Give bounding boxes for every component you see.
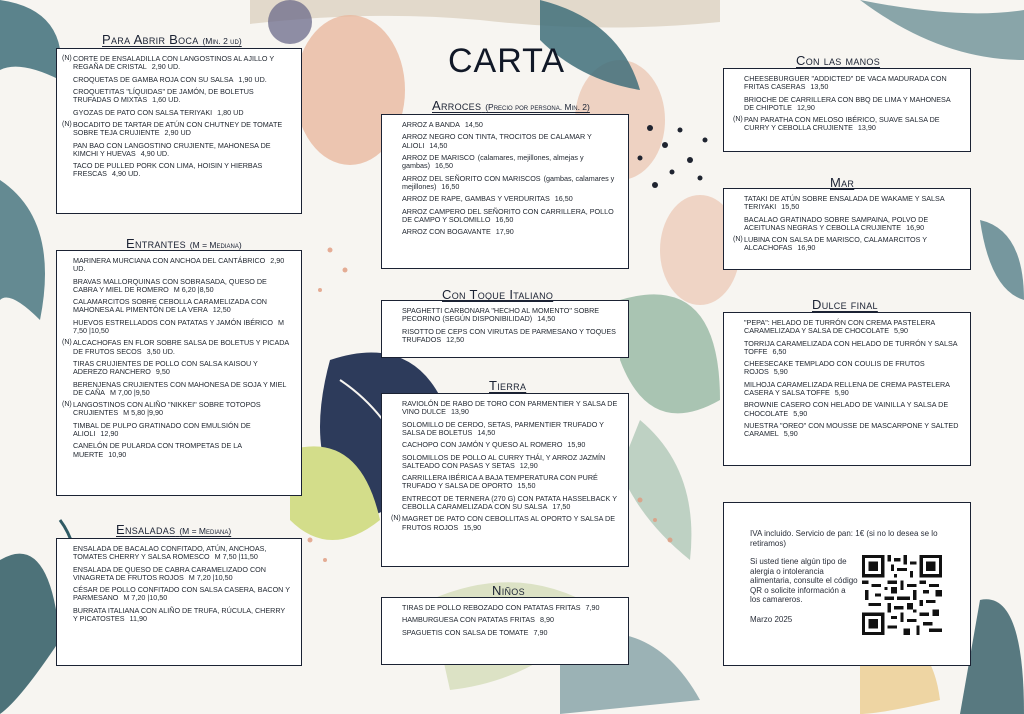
new-mark: (N) [62,339,72,347]
menu-item [402,604,618,612]
menu-item [744,360,960,376]
menu-item [73,76,291,84]
section-title-text: Mar [830,175,855,190]
menu-item-price: 5,90 [793,408,808,418]
menu-item-price: 4,90 UD. [140,148,170,158]
menu-item-price: 5,90 [783,429,798,439]
menu-item-name: CORTE DE ENSALADILLA CON LANGOSTINOS AL AJILLO Y REGAÑA DE CRISTAL [73,54,275,72]
menu-item [402,441,618,449]
panel-mar [723,188,971,270]
menu-item-price: 5,90 [773,367,788,377]
menu-item-price: M 7,20 |10,50 [123,593,168,603]
menu-item-price: 16,50 [495,214,514,224]
menu-item-name: HUEVOS ESTRELLADOS CON PATATAS Y JAMÓN IBÉRICO [73,317,273,327]
menu-item-price: 7,90 [533,627,548,637]
section-title-ninos [492,583,525,598]
menu-item-detail: (calamares, mejillones, almejas y gambas) [402,152,584,171]
panel-italiano [381,300,629,358]
panel-entrantes [56,250,302,496]
menu-item-price: 13,90 [450,407,469,417]
menu-item-price: 16,50 [441,181,460,191]
menu-item-name: TATAKI DE ATÚN SOBRE ENSALADA DE WAKAME Y SALSA TERIYAKI [744,194,945,212]
menu-item [73,360,291,376]
menu-item [733,235,960,253]
menu-item-price: 2,90 UD. [73,256,285,274]
menu-item-price: 1,90 UD. [238,74,267,84]
menu-item-price: 15,50 [781,202,800,212]
menu-item [402,195,618,203]
menu-item [73,109,291,117]
menu-item-price: 3,50 UD. [146,346,175,356]
section-title-italiano [442,287,553,302]
menu-item-name: ENTRECOT DE TERNERA (270 G) CON PATATA HASSELBACK Y CEBOLLA CARAMELIZADA CON SU SALSA [402,493,617,511]
menu-item-price: 17,50 [552,501,571,511]
section-title-arroces [432,98,590,113]
menu-item [402,307,618,323]
date-note: Marzo 2025 [750,614,793,624]
allergy-note: Si usted tiene algún tipo de alergia o intolerancia alimentaria, consulte el código QR o solicite información a los camareros. [750,557,858,604]
menu-item-price: 13,90 [857,123,876,133]
menu-item-price: 12,50 [446,334,465,344]
menu-item-name: BROWNIE CASERO CON HELADO DE VAINILLA Y SALSA DE CHOCOLATE [744,400,949,418]
menu-item-price: 2,90 UD [164,128,191,138]
menu-item-price: 15,90 [463,522,482,532]
menu-item-price: M 7,00 |9,50 [109,387,150,397]
new-mark: (N) [62,55,72,62]
menu-item-name: ALCACHOFAS EN FLOR SOBRE SALSA DE BOLETUS Y PICADA DE FRUTOS SECOS [73,338,289,356]
menu-item-name: ARROZ NEGRO CON TINTA, TROCITOS DE CALAMAR Y ALIOLI [402,132,592,150]
section-title-text: Arroces [432,98,482,113]
menu-item-price: 6,50 [772,346,787,356]
menu-item [402,421,618,437]
menu-item-name: ARROZ CON BOGAVANTE [402,227,491,237]
menu-item-name: MARINERA MURCIANA CON ANCHOA DEL CANTÁBRICO [73,256,266,265]
menu-item [402,121,618,129]
menu-item [744,340,960,356]
menu-item-price: M 6,20 |8,50 [173,284,214,294]
menu-item-name: ARROZ DE RAPE, GAMBAS Y VERDURITAS [402,194,550,204]
section-title-tierra [489,378,526,393]
menu-item [62,54,291,72]
menu-item-detail: (gambas, calamares y mejillones) [402,173,615,191]
menu-item [73,142,291,158]
menu-item-name: RISOTTO DE CEPS CON VIRUTAS DE PARMESANO Y TOQUES TRUFADOS [402,326,616,344]
menu-item [73,319,291,335]
menu-item [402,495,618,511]
menu-item-name: TACO DE PULLED PORK CON LIMA, HOISIN Y HIERBAS FRESCAS [73,161,263,179]
menu-item-price: 12,90 [100,428,119,438]
new-mark: (N) [62,120,72,128]
menu-item-name: ENSALADA DE QUESO DE CABRA CARAMELIZADO CON VINAGRETA DE FRUTOS ROJOS [73,564,266,582]
info-panel [723,502,971,666]
menu-item [402,454,618,470]
menu-item [744,216,960,232]
menu-item-price: 12,90 [796,102,815,112]
menu-item [62,400,291,418]
menu-item-name: CARRILLERA IBÉRICA A BAJA TEMPERATURA CON PURÉ TRUFADO Y SALSA DE OPORTO [402,473,598,491]
menu-item-name: ARROZ DEL SEÑORITO CON MARISCOS [402,173,541,183]
menu-item [62,338,291,356]
menu-item-name: SPAGHETTI CARBONARA "HECHO AL MOMENTO" SOBRE PECORINO (SEGÚN DISPONIBILIDAD) [402,306,600,324]
menu-item-price: 17,90 [495,227,514,237]
menu-item [73,442,291,458]
menu-item-name: ENSALADA DE BACALAO CONFITADO, ATÚN, ANCHOAS, TOMATES CHERRY Y SALSA ROMESCO [73,544,267,562]
section-title-dulce-final [812,297,878,312]
menu-item-name: MILHOJA CARAMELIZADA RELLENA DE CREMA PASTELERA CASERA Y SALSA TOFFE [744,379,950,397]
menu-item [73,88,291,104]
menu-item-name: PAN PARATHA CON MELOSO IBÉRICO, SUAVE SALSA DE CURRY Y CEBOLLA CRUJIENTE [744,115,940,133]
menu-item [73,586,291,602]
menu-item [73,381,291,397]
menu-item-price: 12,90 [519,460,538,470]
menu-item-name: BACALAO GRATINADO SOBRE SAMPAINA, POLVO DE ACEITUNAS NEGRAS Y CEBOLLA CRUJIENTE [744,214,929,232]
menu-item-name: BOCADITO DE TARTAR DE ATÚN CON CHUTNEY DE TOMATE SOBRE TEJA CRUJIENTE [73,119,283,138]
menu-item-name: CANELÓN DE PULARDA CON TROMPETAS DE LA MUERTE [73,441,242,459]
menu-item [73,545,291,561]
panel-ninos [381,597,629,665]
menu-item-price: 15,50 [517,481,536,491]
menu-item [73,607,291,623]
menu-item-name: SOLOMILLO DE CERDO, SETAS, PARMENTIER TRUFADO Y SALSA DE BOLETUS [402,419,604,437]
section-title-text: Con Toque Italiano [442,287,554,302]
menu-item [73,162,291,178]
panel-para-abrir-boca [56,48,302,214]
menu-item [744,75,960,91]
menu-item-name: CROQUETITAS "LÍQUIDAS" DE JAMÓN, DE BOLETUS TRUFADAS O MIXTAS [73,86,254,105]
menu-item-name: BERENJENAS CRUJIENTES CON MAHONESA DE SOJA Y MIEL DE CAÑA [73,379,287,397]
menu-item-name: LUBINA CON SALSA DE MARISCO, CALAMARCITOS Y ALCACHOFAS [744,235,927,253]
menu-item-price: 7,90 [585,603,600,612]
menu-item-name: TORRIJA CARAMELIZADA CON HELADO DE TURRÓN Y SALSA TOFFE [744,338,958,356]
menu-item [733,115,960,133]
new-mark: (N) [391,515,401,523]
menu-item-price: 2,90 UD. [151,62,181,72]
menu-item-name: PAN BAO CON LANGOSTINO CRUJIENTE, MAHONESA DE KIMCHI Y HUEVAS [73,140,271,158]
menu-item-price: 16,90 [906,222,925,232]
section-title-text: Con las manos [796,53,881,68]
menu-item-price: 5,90 [834,387,849,397]
menu-item-price: 16,50 [554,194,573,204]
menu-item-name: TIRAS CRUJIENTES DE POLLO CON SALSA KAISOU Y ADEREZO RANCHERO [73,358,258,377]
menu-item-name: CÉSAR DE POLLO CONFITADO CON SALSA CASERA, BACON Y PARMESANO [73,585,290,603]
menu-item-name: LANGOSTINOS CON ALIÑO "NIKKEI" SOBRE TOTOPOS CRUJIENTES [73,400,261,418]
menu-item-price: 1,60 UD. [152,95,181,105]
menu-item [744,319,960,335]
menu-item [744,401,960,417]
section-title-entrantes [126,236,242,251]
menu-item [402,228,618,236]
menu-item-name: CHEESEBURGUER "ADDICTED" DE VACA MADURADA CON FRITAS CASERAS [744,74,947,92]
menu-item-price: 16,50 [434,161,453,171]
menu-item-name: ARROZ DE MARISCO [402,152,475,162]
menu-item [73,298,291,314]
section-title-text: Entrantes [126,236,186,251]
menu-item-name: HAMBURGUESA CON PATATAS FRITAS [402,615,535,625]
menu-item-name: BRIOCHE DE CARRILLERA CON BBQ DE LIMA Y MAHONESA DE CHIPOTLE [744,94,951,112]
menu-item [744,96,960,112]
menu-item-name: CACHOPO CON JAMÓN Y QUESO AL ROMERO [402,440,563,450]
menu-item [391,514,618,532]
menu-item [402,616,618,624]
menu-item-name: "PEPA": HELADO DE TURRÓN CON CREMA PASTELERA CARAMELIZADA Y SALSA DE CHOCOLATE [744,318,935,336]
menu-item-price: 15,90 [567,440,586,450]
panel-ensaladas [56,538,302,666]
menu-item [73,257,291,273]
iva-note: IVA incluido. Servicio de pan: 1€ (si no lo desea se lo retiramos) [750,529,938,548]
panel-tierra [381,393,629,567]
menu-item-price: 11,90 [129,613,147,623]
menu-item-name: ARROZ CAMPERO DEL SEÑORITO CON CARRILLERA, POLLO DE CAMPO Y SOLOMILLO [402,206,614,224]
menu-item-price: 14,50 [477,427,496,437]
menu-item-name: TIRAS DE POLLO REBOZADO CON PATATAS FRITAS [402,603,581,612]
menu-item [744,195,960,211]
menu-item-name: TIMBAL DE PULPO GRATINADO CON EMULSIÓN DE ALIOLI [73,420,251,438]
menu-item [73,278,291,294]
menu-item-price: 14,50 [464,120,483,129]
page-title: CARTA [448,42,566,80]
menu-item [744,422,960,438]
menu-item [402,175,618,191]
menu-item-price: 16,90 [797,243,816,253]
menu-item [402,154,618,170]
panel-con-las-manos [723,68,971,152]
menu-item-price: 14,50 [429,140,448,150]
menu-item [73,422,291,438]
menu-item [402,328,618,344]
section-note: (M = Mediana) [179,526,232,536]
menu-item-name: CROQUETAS DE GAMBA ROJA CON SU SALSA [73,74,234,84]
menu-item-name: RAVIOLÓN DE RABO DE TORO CON PARMENTIER Y SALSA DE VINO DULCE [402,399,618,417]
menu-item-price: M 7,50 |11,50 [214,552,258,562]
section-note: (M = Mediana) [189,240,242,250]
panel-dulce-final [723,312,971,466]
menu-item-price: 14,50 [537,314,556,324]
menu-item-price: 5,90 [894,326,908,336]
menu-item-price: 9,50 [155,367,170,377]
menu-item-name: ARROZ A BANDA [402,120,460,129]
section-title-con-las-manos [796,53,880,68]
section-note: (Precio por persona. Min. 2) [485,102,590,112]
menu-item-name: GYOZAS DE PATO CON SALSA TERIYAKI [73,107,213,117]
section-note: (Min. 2 ud) [202,36,242,46]
panel-arroces [381,114,629,269]
menu-item-price: 13,50 [810,82,829,92]
menu-item-price: 1,80 UD [217,107,244,117]
menu-item-name: BRAVAS MALLORQUINAS CON SOBRASADA, QUESO DE CABRA Y MIEL DE ROMERO [73,276,267,294]
menu-item [402,629,618,637]
menu-item-price: M 7,20 |10,50 [188,572,233,582]
menu-item [402,474,618,490]
menu-item-price: 10,90 [108,449,127,459]
new-mark: (N) [733,236,743,244]
menu-item [402,208,618,224]
menu-item [62,119,291,138]
section-title-mar [830,175,854,190]
menu-item-name: BURRATA ITALIANA CON ALIÑO DE TRUFA, RÚCULA, CHERRY Y PICATOSTES [73,605,286,623]
menu-item-name: NUESTRA "OREO" CON MOUSSE DE MASCARPONE Y SALTED CARAMEL [744,420,959,439]
menu-item-name: MAGRET DE PATO CON CEBOLLITAS AL OPORTO Y SALSA DE FRUTOS ROJOS [402,514,616,532]
menu-item [402,400,618,416]
menu-item [744,381,960,397]
menu-item [402,133,618,149]
menu-item-price: 8,90 [539,615,554,625]
qr-code-icon[interactable] [862,555,942,635]
menu-item-price: 12,50 [212,305,231,315]
section-title-text: Dulce final [812,297,878,312]
menu-item-name: SOLOMILLOS DE POLLO AL CURRY THÁI, Y ARROZ JAZMÍN SALTEADO CON PASAS Y SETAS [402,452,606,470]
menu-item [73,566,291,582]
section-title-text: Niños [492,583,525,598]
menu-item-name: SPAGUETIS CON SALSA DE TOMATE [402,627,529,637]
section-title-text: Tierra [489,378,527,393]
menu-item-name: CHEESECAKE TEMPLADO CON COULIS DE FRUTOS ROJOS [744,359,925,377]
menu-item-price: M 7,50 |10,50 [73,317,284,335]
section-title-text: Ensaladas [116,522,176,537]
new-mark: (N) [62,401,72,409]
section-title-para-abrir-boca [102,32,242,47]
new-mark: (N) [733,116,743,124]
menu-item-name: CALAMARCITOS SOBRE CEBOLLA CARAMELIZADA CON MAHONESA AL PIMENTÓN DE LA VERA [73,297,267,315]
menu-item-price: 4,90 UD. [111,169,141,179]
section-title-ensaladas [116,522,231,537]
section-title-text: Para Abrir Boca [102,32,199,47]
menu-item-price: M 5,80 |9,90 [123,408,163,418]
